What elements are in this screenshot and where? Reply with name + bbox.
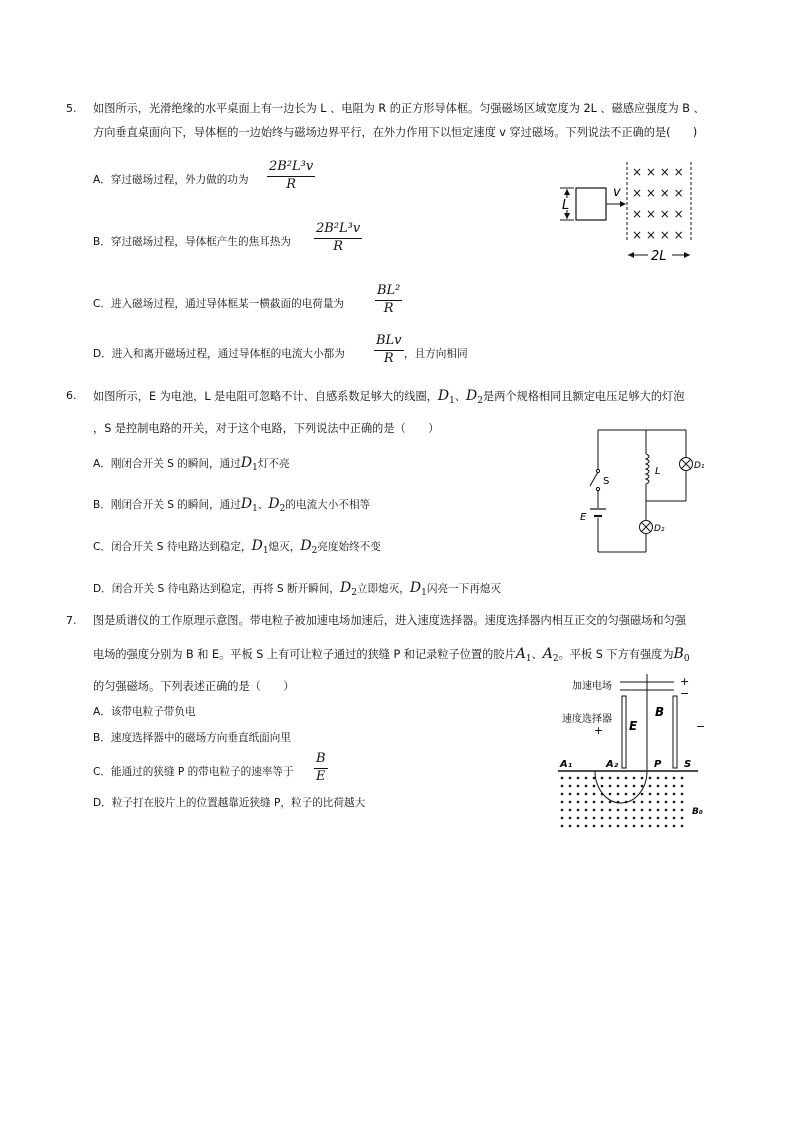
q7-fig-label-selector: 速度选择器 — [562, 714, 612, 725]
q5-option-c-numerator: BL² — [375, 283, 402, 301]
q7-stem-line1: 图是质谱仪的工作原理示意图。带电粒子被加速电场加速后，进入速度选择器。速度选择器内相互正交的匀强磁场和匀强 — [93, 614, 686, 627]
q6-stem-line1-a: 如图所示，E 为电池，L 是电阻可忽略不计、自感系数足够大的线圈， — [93, 390, 438, 403]
q5-fig-label-v: v — [613, 185, 621, 200]
svg-text:× × × ×: × × × × — [632, 228, 684, 242]
q7-fig-b0-field-dots — [561, 777, 684, 828]
svg-text:× × × ×: × × × × — [632, 165, 684, 179]
q7-fig-label-p: P — [654, 759, 662, 770]
q7-option-a: A．该带电粒子带负电 — [93, 706, 196, 718]
q5-stem-line2: 方向垂直桌面向下，导体框的一边始终与磁场边界平行，在外力作用下以恒定速度 v 穿过磁场。下列说法不正确的是( ) — [93, 126, 698, 139]
q5-fig-magnetic-field-crosses — [632, 165, 684, 242]
q7-fig-label-accel: 加速电场 — [572, 681, 612, 692]
q7-stem-line2: 电场的强度分别为 B 和 E。平板 S 上有可让粒子通过的狭缝 P 和记录粒子位置的胶片$A_1$、$A_2$。平板 S 下方有强度为$B_0$ — [93, 646, 690, 664]
q5-option-d-tail: ，且方向相同 — [404, 348, 468, 360]
q7-option-b: B．速度选择器中的磁场方向垂直纸面向里 — [93, 732, 291, 744]
q7-fig-label-a2: A₂ — [606, 759, 619, 770]
q6-option-c: C．闭合开关 S 待电路达到稳定，$D_1$熄灭，$D_2$亮度始终不变 — [93, 538, 381, 556]
q7-fig-label-e: E — [629, 719, 638, 733]
q6-stem-line1-b: 是两个规格相同且额定电压足够大的灯泡 — [483, 390, 685, 403]
q5-option-d-denominator: R — [383, 351, 394, 366]
q7-option-d: D．粒子打在胶片上的位置越靠近狭缝 P，粒子的比荷越大 — [93, 797, 366, 809]
q5-fig-square-frame — [576, 188, 606, 220]
q5-option-b: B．穿过磁场过程，导体框产生的焦耳热为 — [93, 236, 291, 248]
q5-option-a-denominator: R — [286, 177, 297, 192]
q7-fig-selector-plate-left — [622, 696, 626, 768]
q6-number: 6. — [66, 389, 77, 402]
q7-mass-spectrometer-figure — [556, 672, 716, 832]
q5-option-b-fraction — [314, 221, 362, 255]
q7-fig-label-minus-top: − — [680, 687, 690, 700]
q7-fig-selector-plate-right — [673, 696, 677, 768]
q5-option-a-fraction — [267, 159, 315, 193]
q5-fig-label-2L: 2L — [651, 249, 667, 264]
q5-option-b-denominator: R — [333, 239, 344, 254]
q6-fig-inductor — [646, 454, 649, 484]
q5-option-d-fraction — [374, 333, 404, 367]
q6-stem-d1: $D_1$ — [437, 388, 455, 406]
q5-figure — [552, 158, 702, 266]
q5-option-a-numerator: 2B²L³v — [267, 159, 315, 177]
q7-option-c-numerator: B — [314, 751, 328, 769]
q7-fig-label-plus: + — [594, 724, 604, 737]
q7-fig-label-b: B — [655, 705, 665, 719]
q7-fig-label-a1: A₁ — [560, 759, 573, 770]
q6-stem-sep: 、 — [454, 390, 467, 403]
q7-option-c-fraction — [314, 751, 328, 785]
q6-stem-d2: $D_2$ — [466, 388, 483, 406]
q6-option-b: B．刚闭合开关 S 的瞬间，通过$D_1$、$D_2$的电流大小不相等 — [93, 496, 371, 514]
q6-stem-line2: ，S 是控制电路的开关，对于这个电路，下列说法中正确的是（ ） — [93, 422, 440, 435]
q7-option-c-denominator: E — [316, 769, 326, 784]
q6-stem-line1 — [93, 389, 684, 408]
q6-circuit-figure — [572, 424, 714, 560]
svg-text:× × × ×: × × × × — [632, 207, 684, 221]
q6-fig-label-e: E — [580, 512, 587, 523]
q7-number: 7. — [66, 614, 77, 627]
q5-option-a: A．穿过磁场过程，外力做的功为 — [93, 174, 249, 186]
q6-fig-label-d1: D₁ — [694, 461, 705, 471]
q7-fig-label-b0: B₀ — [692, 807, 703, 817]
q5-option-d-numerator: BLv — [374, 333, 404, 351]
q5-option-c-fraction — [375, 283, 402, 317]
q7-stem-line3: 的匀强磁场。下列表述正确的是（ ） — [93, 680, 295, 693]
q6-fig-label-l: L — [655, 466, 661, 477]
q6-option-d: D．闭合开关 S 待电路达到稳定，再将 S 断开瞬间，$D_2$立即熄灭，$D_1$闪亮一下再熄灭 — [93, 580, 502, 598]
q6-option-a: A．刚闭合开关 S 的瞬间，通过$D_1$灯不亮 — [93, 455, 290, 473]
q5-stem-line1: 如图所示，光滑绝缘的水平桌面上有一边长为 L 、电阻为 R 的正方形导体框。匀强磁场区域宽度为 2L 、磁感应强度为 B 、 — [93, 102, 705, 115]
q5-number: 5. — [66, 102, 77, 115]
q5-fig-label-L: L — [562, 198, 570, 213]
q5-option-b-numerator: 2B²L³v — [314, 221, 362, 239]
q7-fig-label-minus: − — [696, 720, 706, 733]
q7-option-c: C．能通过的狭缝 P 的带电粒子的速率等于 — [93, 766, 294, 778]
q5-option-c: C．进入磁场过程，通过导体框某一横截面的电荷量为 — [93, 298, 345, 310]
svg-text:× × × ×: × × × × — [632, 186, 684, 200]
q5-option-d: D．进入和离开磁场过程，通过导体框的电流大小都为 — [93, 348, 345, 360]
q5-option-c-denominator: R — [383, 301, 394, 316]
q7-fig-label-plus-top: + — [680, 675, 690, 688]
q6-fig-label-d2: D₂ — [654, 524, 665, 534]
q6-fig-label-s: S — [603, 476, 610, 487]
q7-fig-label-s: S — [684, 759, 692, 770]
